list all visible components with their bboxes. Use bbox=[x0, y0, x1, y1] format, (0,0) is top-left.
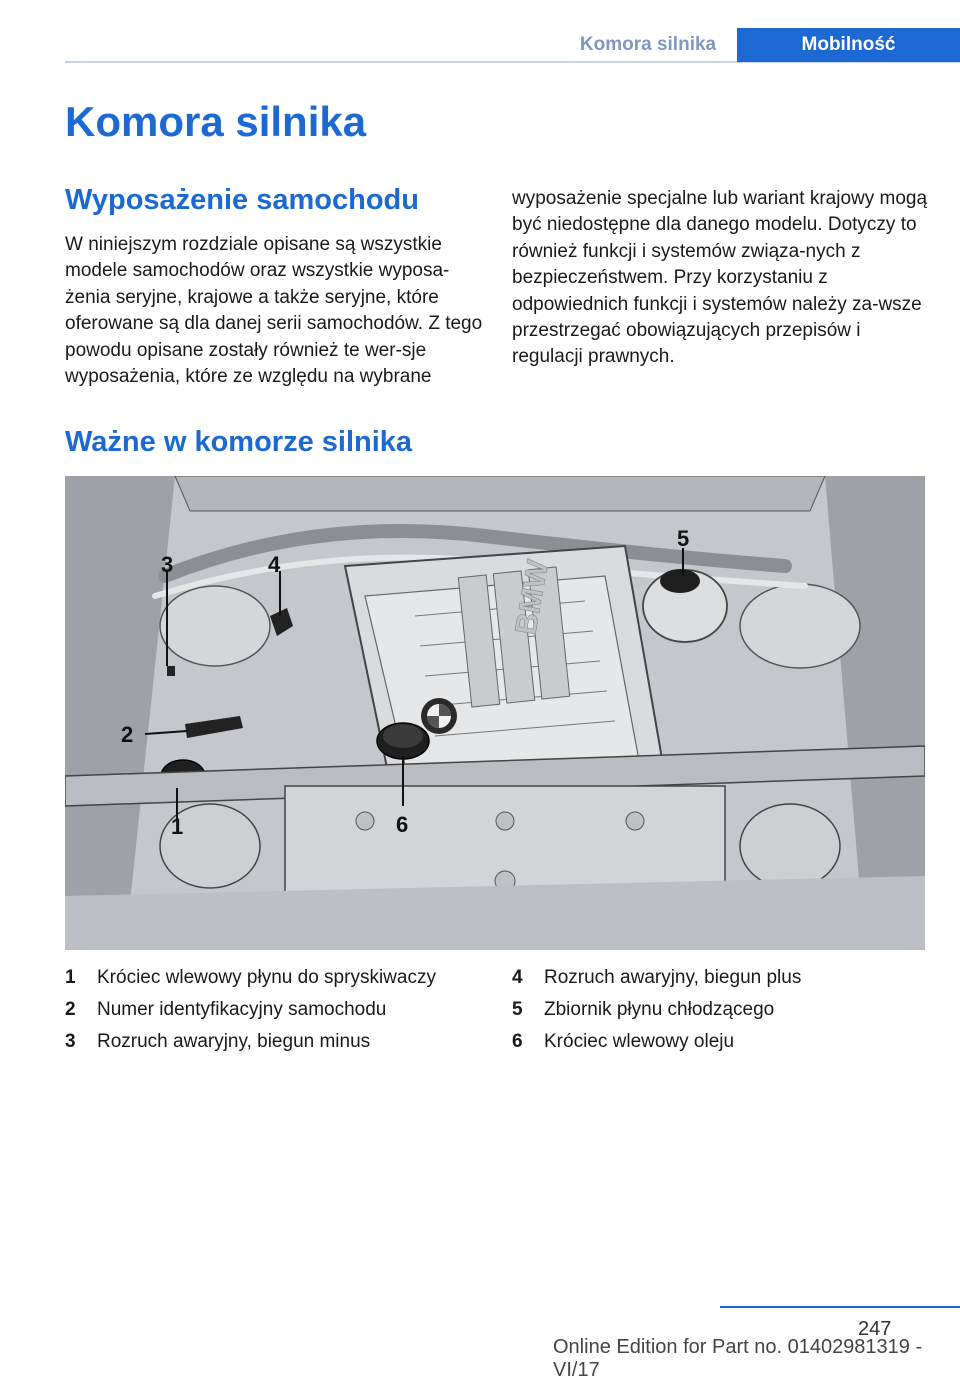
legend-item bbox=[65, 962, 495, 994]
page-title: Komora silnika bbox=[65, 98, 367, 145]
legend-text: Rozruch awaryjny, biegun plus bbox=[544, 967, 802, 988]
body-text-left: W niniejszym rozdziale opisane są wszystkie modele samochodów oraz wszystkie wyposa-żenia seryjne, krajowe a także seryjne, które oferowane są dla danej serii samochodów. Z tego powodu opisane zostały również te wer-sje wyposażenia, które ze względu na wybrane bbox=[65, 234, 483, 388]
callout-4: 4 bbox=[268, 552, 281, 577]
callout-6: 6 bbox=[396, 812, 409, 837]
edition-footer: Online Edition for Part no. 01402981319 - VI/17 bbox=[553, 1336, 923, 1381]
legend-number: 6 bbox=[512, 1031, 523, 1052]
legend-item bbox=[512, 962, 942, 994]
legend-number: 2 bbox=[65, 999, 76, 1020]
legend-item bbox=[65, 1026, 495, 1058]
footer-rule bbox=[720, 1306, 960, 1308]
engine-bay-illustration bbox=[65, 476, 925, 950]
legend-number: 3 bbox=[65, 1031, 76, 1052]
cover-brand-text: BMW bbox=[509, 557, 555, 638]
section-heading-equipment: Wyposażenie samochodu bbox=[65, 184, 419, 216]
legend-list-right bbox=[512, 962, 942, 1058]
legend-item bbox=[65, 994, 495, 1026]
legend-text: Króciec wlewowy płynu do spryskiwaczy bbox=[97, 967, 436, 988]
legend-text: Rozruch awaryjny, biegun minus bbox=[97, 1031, 371, 1052]
callout-2: 2 bbox=[121, 722, 134, 747]
section-heading-engine-bay: Ważne w komorze silnika bbox=[65, 426, 413, 458]
callout-5: 5 bbox=[677, 526, 690, 551]
legend-item bbox=[512, 1026, 942, 1058]
callout-3: 3 bbox=[161, 552, 174, 577]
legend-text: Zbiornik płynu chłodzącego bbox=[544, 999, 775, 1020]
tab-section[interactable]: Komora silnika bbox=[579, 34, 717, 55]
legend-text: Numer identyfikacyjny samochodu bbox=[97, 999, 387, 1020]
legend-number: 4 bbox=[512, 967, 523, 988]
legend-list-left bbox=[65, 962, 495, 1058]
page-number: 247 bbox=[858, 1318, 892, 1340]
callout-1: 1 bbox=[171, 814, 184, 839]
legend-number: 1 bbox=[65, 967, 76, 988]
legend-number: 5 bbox=[512, 999, 523, 1020]
legend-item bbox=[512, 994, 942, 1026]
tab-chapter[interactable]: Mobilność bbox=[737, 28, 960, 62]
legend-text: Króciec wlewowy oleju bbox=[544, 1031, 735, 1052]
body-text-right: wyposażenie specjalne lub wariant krajowy mogą być niedostępne dla danego modelu. Dotyczy to również funkcji i systemów związa-nych z bezpieczeństwem. Przy korzystaniu z odpowiednich funkcji i systemów należy za-wsze przestrzegać obowiązujących przepisów i regulacji prawnych. bbox=[512, 188, 928, 368]
